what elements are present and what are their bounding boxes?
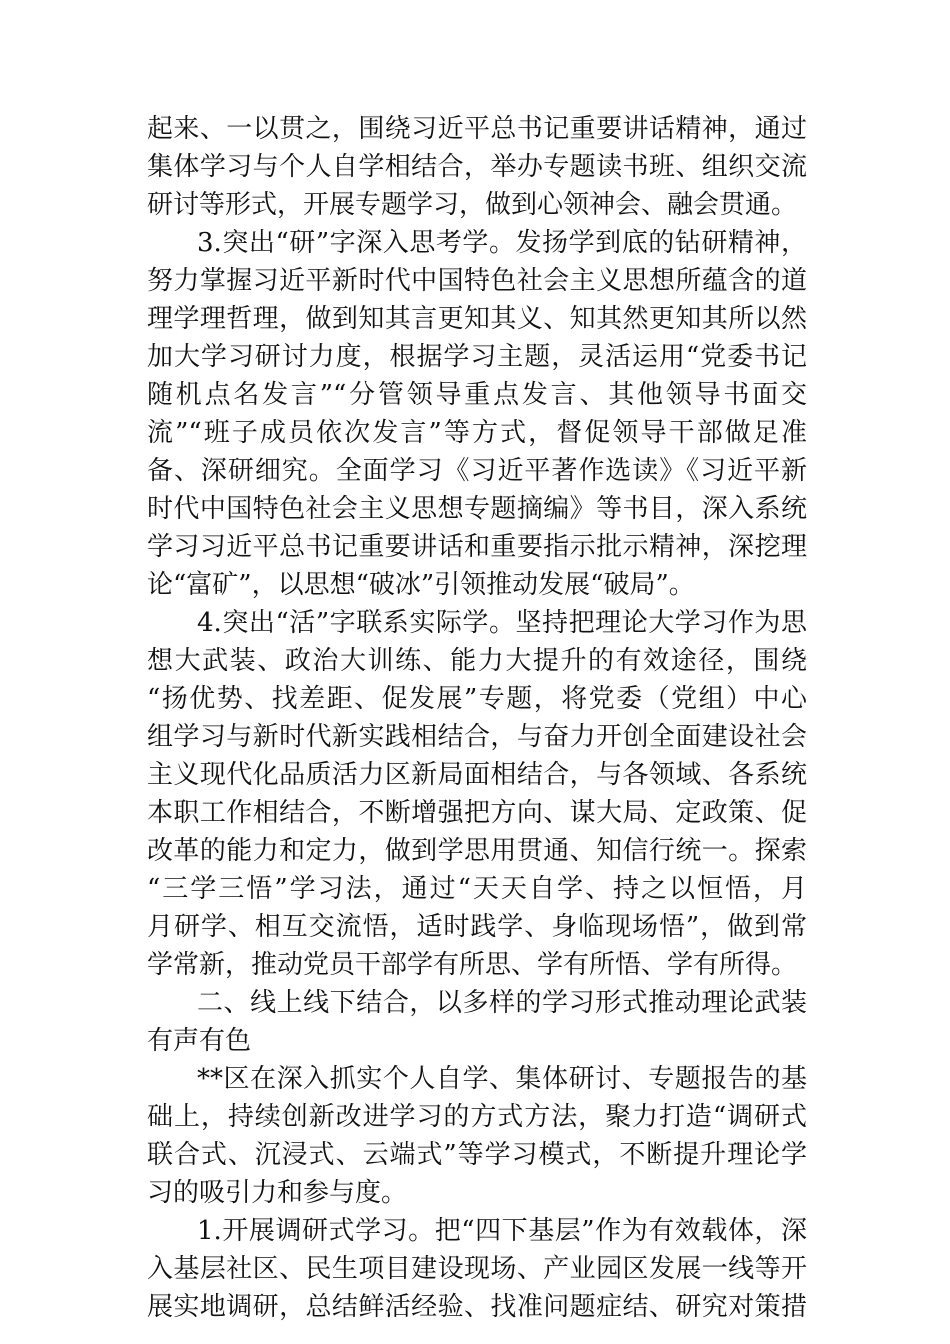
text-line: 加大学习研讨力度，根据学习主题，灵活运用“党委书记 [147, 342, 807, 372]
text-line: 时代中国特色社会主义思想专题摘编》等书目，深入系统 [147, 494, 807, 524]
text-line: 流”“班子成员依次发言”等方式，督促领导干部做足准 [147, 418, 807, 448]
text-line: 主义现代化品质活力区新局面相结合，与各领域、各系统 [147, 760, 807, 790]
text-line: 1.开展调研式学习。把“四下基层”作为有效载体，深 [197, 1216, 807, 1246]
text-line: 习的吸引力和参与度。 [147, 1178, 408, 1208]
text-line: 努力掌握习近平新时代中国特色社会主义思想所蕴含的道 [147, 266, 807, 296]
text-line: 4.突出“活”字联系实际学。坚持把理论大学习作为思 [197, 608, 807, 638]
section-heading-line: 有声有色 [147, 1026, 252, 1056]
text-line: 组学习与新时代新实践相结合，与奋力开创全面建设社会 [147, 722, 807, 752]
text-line: 展实地调研，总结鲜活经验、找准问题症结、研究对策措 [147, 1292, 807, 1322]
text-line: “三学三悟”学习法，通过“天天自学、持之以恒悟，月 [147, 874, 807, 904]
text-line: 起来、一以贯之，围绕习近平总书记重要讲话精神，通过 [147, 114, 807, 144]
section-heading-line: 二、线上线下结合，以多样的学习形式推动理论武装 [197, 988, 807, 1018]
text-line: “扬优势、找差距、促发展”专题，将党委（党组）中心 [147, 684, 807, 714]
text-line: 论“富矿”，以思想“破冰”引领推动发展“破局”。 [147, 570, 695, 600]
text-line: 础上，持续创新改进学习的方式方法，聚力打造“调研式 [147, 1102, 807, 1132]
text-line: 学常新，推动党员干部学有所思、学有所悟、学有所得。 [147, 950, 798, 980]
text-line: 改革的能力和定力，做到学思用贯通、知信行统一。探索 [147, 836, 807, 866]
text-line: 集体学习与个人自学相结合，举办专题读书班、组织交流 [147, 152, 807, 182]
text-line: 联合式、沉浸式、云端式”等学习模式，不断提升理论学 [147, 1140, 807, 1170]
text-line: **区在深入抓实个人自学、集体研讨、专题报告的基 [197, 1064, 807, 1094]
document-body [147, 110, 807, 1326]
text-line: 月研学、相互交流悟，适时践学、身临现场悟”，做到常 [147, 912, 807, 942]
text-line: 随机点名发言”“分管领导重点发言、其他领导书面交 [147, 380, 807, 410]
text-line: 3.突出“研”字深入思考学。发扬学到底的钻研精神， [197, 228, 807, 258]
text-line: 学习习近平总书记重要讲话和重要指示批示精神，深挖理 [147, 532, 807, 562]
text-line: 入基层社区、民生项目建设现场、产业园区发展一线等开 [147, 1254, 807, 1284]
text-line: 本职工作相结合，不断增强把方向、谋大局、定政策、促 [147, 798, 807, 828]
text-line: 备、深研细究。全面学习《习近平著作选读》《习近平新 [147, 456, 807, 486]
text-line: 研讨等形式，开展专题学习，做到心领神会、融会贯通。 [147, 190, 798, 220]
text-line: 想大武装、政治大训练、能力大提升的有效途径，围绕 [147, 646, 807, 676]
text-line: 理学理哲理，做到知其言更知其义、知其然更知其所以然 [147, 304, 807, 334]
